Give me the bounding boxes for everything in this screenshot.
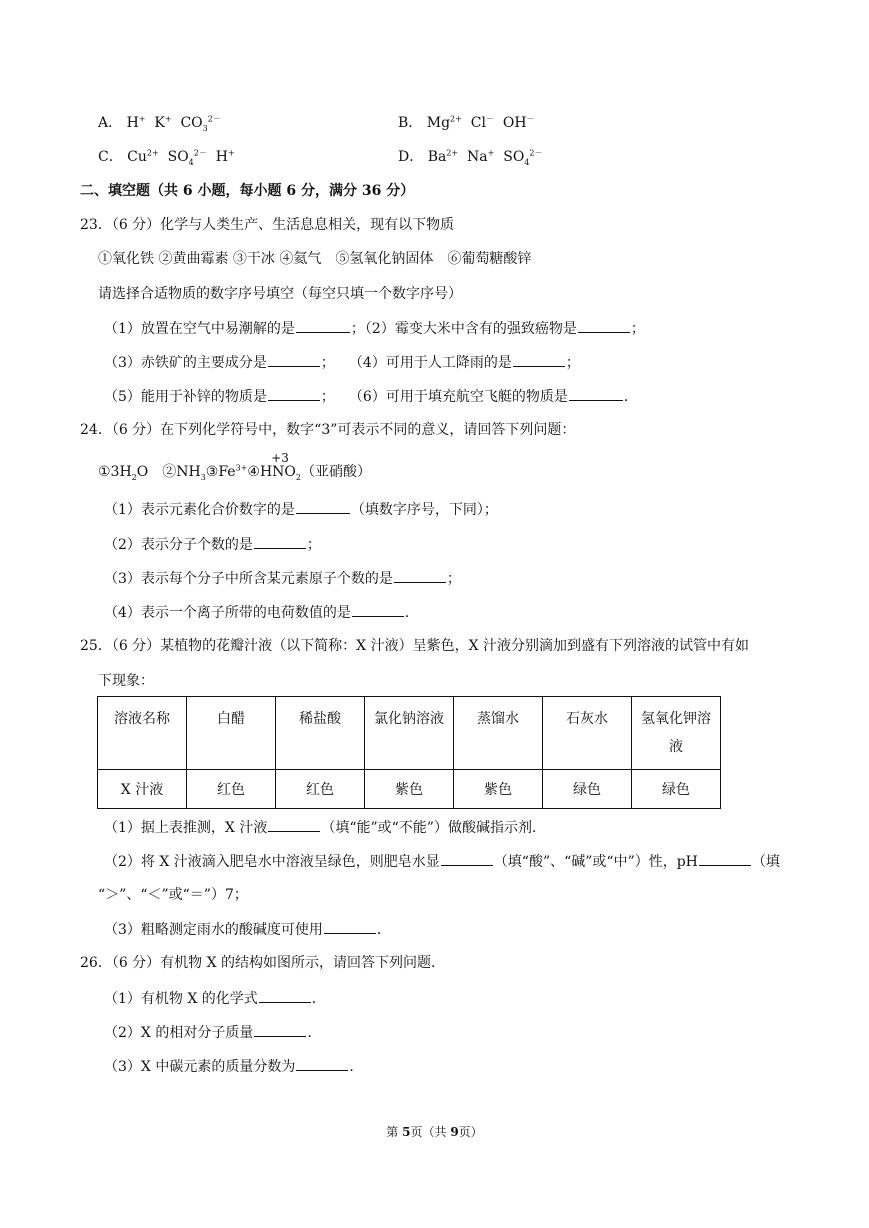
- option-d: [398, 148, 542, 166]
- table-header-cell: 白醋: [187, 697, 276, 770]
- q26-line-2: [104, 1023, 321, 1042]
- answer-blank[interactable]: [296, 1057, 348, 1071]
- page-total: 9: [450, 1125, 459, 1139]
- q23-p2b: ； （4）可用于人工降雨的是: [320, 355, 512, 371]
- page-number: 5: [402, 1125, 411, 1139]
- table-cell: 绿色: [632, 770, 721, 809]
- footer-post: 页）: [458, 1125, 483, 1139]
- q25-p2c: （填: [751, 854, 780, 870]
- q25-line-3: [104, 920, 391, 939]
- page-footer: [0, 1123, 869, 1140]
- q23-stem: 23．（6 分）化学与人类生产、生活息息相关，现有以下物质: [80, 217, 455, 233]
- q23-line-3: [104, 387, 638, 406]
- answer-blank[interactable]: [268, 818, 320, 832]
- q23-p1c: ；: [630, 321, 645, 337]
- option-a-label: A．: [98, 115, 123, 131]
- option-d-text: $Ba^{2+}$ Na+ $SO_4^{2-}$: [427, 148, 543, 167]
- q26-p2b: ．: [307, 1025, 322, 1041]
- answer-blank[interactable]: [268, 353, 320, 367]
- q26-stem: 26．（6 分）有机物 X 的结构如图所示，请回答下列问题．: [80, 955, 446, 971]
- option-d-label: D．: [398, 149, 424, 165]
- q24-p1a: （1）表示元素化合价数字的是: [104, 502, 295, 518]
- footer-pre: 第: [386, 1125, 403, 1139]
- answer-blank[interactable]: [513, 353, 565, 367]
- table-header-cell: 稀盐酸: [276, 697, 365, 770]
- q25-p3b: ．: [376, 922, 391, 938]
- answer-blank[interactable]: [296, 500, 350, 514]
- table-header-row: [98, 697, 721, 770]
- table-cell: 紫色: [454, 770, 543, 809]
- q25-stem-2: 下现象：: [98, 673, 154, 689]
- q25-stem-1: 25．（6 分）某植物的花瓣汁液（以下简称：X 汁液）呈紫色，X 汁液分别滴加到盛有下列溶液的试管中有如: [80, 638, 750, 654]
- q26-line-1: [104, 989, 326, 1008]
- answer-blank[interactable]: [268, 387, 320, 401]
- q23-p3b: ； （6）可用于填充航空飞艇的物质是: [320, 389, 568, 405]
- q23-line-1: [104, 319, 645, 338]
- q24-line-2: [104, 535, 321, 554]
- q24-stem: 24．（6 分）在下列化学符号中，数字“3”可表示不同的意义，请回答下列问题：: [80, 422, 576, 438]
- q26-p1b: ．: [311, 991, 326, 1007]
- option-c-text: $Cu^{2+}$ $SO_4^{2-}$ H+: [127, 148, 235, 167]
- q23-line-2: [104, 353, 580, 372]
- q24-line-4: [104, 603, 419, 622]
- q24-p1b: （填数字序号，下同）；: [350, 502, 498, 518]
- q25-line-1: [104, 818, 546, 837]
- table-header-cell: 石灰水: [543, 697, 632, 770]
- q24-symbols: [98, 451, 371, 482]
- q25-p2a: （2）将 X 汁液滴入肥皂水中溶液呈绿色，则肥皂水显: [104, 854, 440, 870]
- valence-n: [271, 451, 289, 481]
- table-cell: 红色: [276, 770, 365, 809]
- q26-p1a: （1）有机物 X 的化学式: [104, 991, 258, 1007]
- q25-line-2b: “＞”、“＜”或“＝”）7；: [98, 887, 248, 903]
- table-header-cell: 溶液名称: [98, 697, 187, 770]
- q24-p3a: （3）表示每个分子中所含某元素原子个数的是: [104, 571, 393, 587]
- q23-p1a: （1）放置在空气中易潮解的是: [104, 321, 295, 337]
- answer-blank[interactable]: [569, 387, 623, 401]
- answer-blank[interactable]: [324, 920, 376, 934]
- answer-blank[interactable]: [296, 319, 350, 333]
- footer-mid: 页（共: [410, 1125, 451, 1139]
- nitrogen-symbol: N: [272, 464, 285, 480]
- q24-symbols-b: $O_2$（亚硝酸）: [284, 464, 371, 482]
- option-b: [398, 114, 535, 132]
- q24-line-3: [104, 569, 461, 588]
- section-title: 二、填空题（共 6 小题，每小题 6 分，满分 36 分）: [80, 183, 415, 199]
- q25-p1b: （填“能”或“不能”）做酸碱指示剂．: [321, 820, 546, 836]
- q23-items: ①氧化铁 ②黄曲霉素 ③干冰 ④氦气 ⑤氢氧化钠固体 ⑥葡萄糖酸锌: [98, 251, 532, 267]
- answer-blank[interactable]: [441, 852, 493, 866]
- option-a: [98, 114, 221, 132]
- table-header-cell: 氯化钠溶液: [365, 697, 454, 770]
- answer-blank[interactable]: [259, 989, 311, 1003]
- q23-instruction: 请选择合适物质的数字序号填空（每空只填一个数字序号）: [98, 286, 462, 302]
- valence-mark: +3: [271, 451, 289, 465]
- q23-p2c: ；: [565, 355, 580, 371]
- q24-line-1: [104, 500, 498, 519]
- table-row: [98, 770, 721, 809]
- q23-p3c: ．: [623, 389, 638, 405]
- q24-p2b: ；: [306, 537, 321, 553]
- table-cell: 红色: [187, 770, 276, 809]
- answer-blank[interactable]: [578, 319, 630, 333]
- option-c: [98, 148, 235, 166]
- option-b-text: $Mg^{2+}$ Cl－ OH－: [426, 114, 535, 131]
- table-header-cell: 蒸馏水: [454, 697, 543, 770]
- answer-blank[interactable]: [254, 1023, 306, 1037]
- q23-p3a: （5）能用于补锌的物质是: [104, 389, 267, 405]
- table-cell: 绿色: [543, 770, 632, 809]
- q24-symbols-a: $①3H_2O$ $②NH_3③Fe^{3+}④H$: [98, 463, 273, 482]
- answer-blank[interactable]: [394, 569, 446, 583]
- table-cell: 紫色: [365, 770, 454, 809]
- q24-p4b: ．: [404, 605, 419, 621]
- answer-blank[interactable]: [254, 535, 306, 549]
- answer-blank[interactable]: [352, 603, 404, 617]
- q25-p3a: （3）粗略测定雨水的酸碱度可使用: [104, 922, 323, 938]
- q24-p3b: ；: [446, 571, 461, 587]
- q24-p2a: （2）表示分子个数的是: [104, 537, 253, 553]
- q26-p3a: （3）X 中碳元素的质量分数为: [104, 1059, 296, 1075]
- q26-p3b: ．: [349, 1059, 364, 1075]
- table-cell: X 汁液: [98, 770, 187, 809]
- q23-p2a: （3）赤铁矿的主要成分是: [104, 355, 267, 371]
- option-b-label: B．: [398, 115, 423, 131]
- q25-p1a: （1）据上表推测，X 汁液: [104, 820, 268, 836]
- q24-p4a: （4）表示一个离子所带的电荷数值的是: [104, 605, 351, 621]
- q25-line-2: [104, 852, 780, 871]
- table-header-cell: 氢氧化钾溶液: [632, 697, 721, 770]
- reaction-table: [97, 696, 721, 809]
- q26-p2a: （2）X 的相对分子质量: [104, 1025, 254, 1041]
- option-a-text: H+ K+ $CO_3^{2-}$: [126, 114, 221, 133]
- answer-blank[interactable]: [699, 852, 751, 866]
- q25-p2b: （填“酸”、“碱”或“中”）性，pH: [493, 854, 698, 870]
- q23-p1b: ；（2）霉变大米中含有的强致癌物是: [350, 321, 577, 337]
- option-c-label: C．: [98, 149, 123, 165]
- q26-line-3: [104, 1057, 363, 1076]
